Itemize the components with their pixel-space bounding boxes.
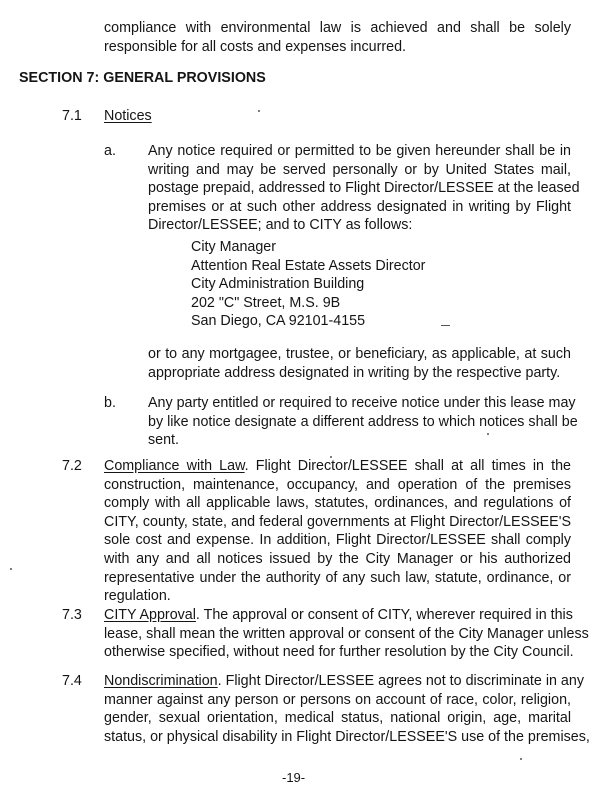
scan-speck	[441, 325, 450, 326]
item-a-paragraph	[148, 142, 580, 235]
city-address-block	[191, 238, 425, 331]
section-7-4-number: 7.4	[62, 673, 82, 689]
section-7-2-number: 7.2	[62, 458, 82, 474]
scan-speck	[330, 456, 332, 458]
section-7-3-title: CITY Approval	[104, 607, 196, 623]
text-line	[104, 672, 584, 691]
text-line: postage prepaid, addressed to Flight Director/LESSEE at the leased	[148, 180, 580, 197]
address-line: City Manager	[191, 239, 277, 255]
section-7-4-paragraph	[104, 672, 590, 746]
item-b-paragraph	[148, 394, 578, 450]
text-line: lease, shall mean the written approval or consent of the City Manager unless	[104, 625, 589, 642]
text-line: regulation.	[104, 588, 171, 605]
section-7-2-title: Compliance with Law	[104, 458, 245, 474]
text-line: compliance with environmental law is achieved and shall be solely	[104, 20, 571, 36]
text-line	[104, 606, 571, 625]
text-line: sole cost and expense. In addition, Flight Director/LESSEE shall comply	[104, 532, 571, 549]
text-line	[104, 457, 571, 476]
text-line: responsible for all costs and expenses incurred.	[104, 38, 406, 55]
text-line: by like notice designate a different address to which notices shall be	[148, 413, 578, 430]
section-7-3-paragraph	[104, 606, 589, 662]
page-number: -19-	[282, 770, 306, 785]
text-line: Any party entitled or required to receive notice under this lease may	[148, 395, 576, 411]
scan-speck	[10, 568, 12, 570]
scan-speck	[520, 758, 522, 760]
text-line: writing and may be served personally or by United States mail,	[148, 161, 571, 178]
text-line: status, or physical disability in Flight Director/LESSEE'S use of the premises,	[104, 728, 590, 745]
item-a-label: a.	[104, 143, 116, 159]
text-line: otherwise specified, without need for further resolution by the City Council.	[104, 644, 574, 661]
address-line: City Administration Building	[191, 276, 365, 293]
text-line: gender, sexual orientation, medical status, national origin, age, marital	[104, 710, 571, 727]
section-heading: SECTION 7: GENERAL PROVISIONS	[19, 70, 266, 86]
text-line: manner against any person or persons on account of race, color, religion,	[104, 691, 571, 708]
text-line: premises or at such other address designated in writing by Flight	[148, 198, 571, 215]
section-7-4-first-line-rest: . Flight Director/LESSEE agrees not to discriminate in any	[217, 673, 584, 689]
section-7-3-number: 7.3	[62, 607, 82, 623]
section-7-1-number: 7.1	[62, 108, 82, 124]
text-line: appropriate address designated in writing by the respective party.	[148, 364, 561, 381]
text-line: construction, maintenance, occupancy, and operation of the premises	[104, 476, 571, 493]
text-line: Director/LESSEE; and to CITY as follows:	[148, 217, 413, 234]
text-line: Any notice required or permitted to be given hereunder shall be in	[148, 143, 571, 159]
text-line: comply with all applicable laws, statutes, ordinances, and regulations of	[104, 495, 571, 512]
section-7-2-paragraph	[104, 457, 571, 606]
item-b-label: b.	[104, 395, 116, 411]
address-line: Attention Real Estate Assets Director	[191, 257, 426, 274]
scan-speck	[258, 110, 260, 112]
text-line: representative under the authority of any such law, statute, ordinance, or	[104, 569, 571, 586]
intro-paragraph	[104, 19, 571, 56]
text-line: or to any mortgagee, trustee, or beneficiary, as applicable, at such	[148, 346, 571, 362]
item-a-after-paragraph	[148, 345, 571, 382]
text-line: sent.	[148, 432, 179, 449]
text-line: CITY, county, state, and federal governments at Flight Director/LESSEE'S	[104, 513, 571, 530]
section-7-1-title: Notices	[104, 108, 152, 124]
scan-speck	[487, 433, 489, 435]
text-line: with any and all notices issued by the City Manager or his authorized	[104, 550, 571, 567]
section-7-3-first-line-rest: . The approval or consent of CITY, wherever required in this	[195, 607, 573, 623]
section-7-2-first-line-rest: . Flight Director/LESSEE shall at all times in the	[244, 458, 571, 474]
section-7-4-title: Nondiscrimination	[104, 673, 218, 689]
address-line: 202 "C" Street, M.S. 9B	[191, 294, 341, 311]
address-line: San Diego, CA 92101-4155	[191, 313, 366, 330]
